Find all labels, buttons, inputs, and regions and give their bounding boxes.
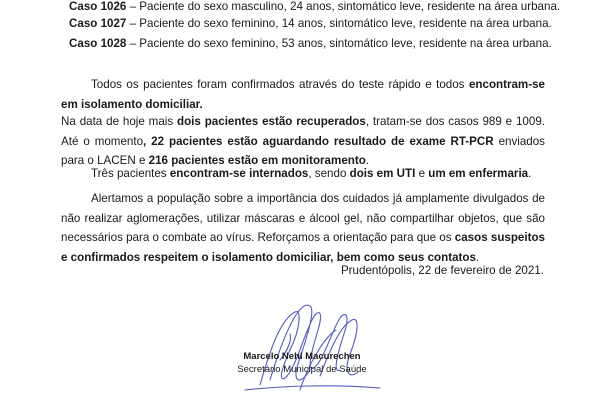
paragraph-text: enviados para o LACEN e: [61, 134, 545, 167]
case-line-1027: [69, 17, 552, 31]
case-label: Caso 1027: [69, 17, 127, 30]
case-label: Caso 1026: [69, 0, 127, 13]
case-line-1026: [69, 0, 560, 14]
paragraph-alert: [61, 189, 545, 267]
signature-scribble-icon: [240, 290, 390, 400]
paragraph-text: e: [415, 167, 429, 180]
place-date: Prudentópolis, 22 de fevereiro de 2021.: [340, 264, 544, 277]
paragraph-emphasis: 216 pacientes estão em monitoramento: [148, 154, 366, 167]
paragraph-text: , tratam-se dos casos 989 e 1009. Até o momento: [61, 115, 545, 148]
paragraph-text: Todos os pacientes foram confirmados através do teste rápido e todos: [91, 78, 469, 91]
paragraph-emphasis: encontram-se internados: [169, 167, 309, 180]
paragraph-recovered: [61, 112, 545, 171]
paragraph-text: .: [528, 167, 532, 180]
case-description: – Paciente do sexo feminino, 14 anos, sintomático leve, residente na área urbana.: [126, 17, 552, 30]
paragraph-emphasis: dois em UTI: [349, 167, 416, 180]
paragraph-emphasis: encontram-se em isolamento domiciliar.: [61, 78, 545, 111]
case-line-1028: [69, 37, 552, 51]
paragraph-text: Na data de hoje mais: [61, 115, 178, 128]
paragraph-text: , sendo: [308, 167, 350, 180]
paragraph-text: Três pacientes: [91, 167, 170, 180]
paragraph-hospitalized: [61, 164, 545, 184]
case-description: – Paciente do sexo feminino, 53 anos, sintomático leve, residente na área urbana.: [126, 37, 552, 50]
signer-title: Secretário Municipal de Saúde: [237, 364, 367, 375]
paragraph-confirmation: [61, 75, 545, 114]
paragraph-text: Alertamos a população sobre a importância dos cuidados já amplamente divulgados de não realizar aglomerações, utilizar máscaras e álcool gel, não compartilhar objetos, que são necessários para o combate ao vírus. Reforçamos a orientação para que os: [61, 192, 545, 244]
paragraph-emphasis: um em enfermaria: [428, 167, 529, 180]
paragraph-text: .: [365, 154, 370, 167]
case-description: – Paciente do sexo masculino, 24 anos, sintomático leve, residente na área urbana.: [126, 0, 561, 13]
paragraph-emphasis: casos suspeitos e confirmados respeitem o isolamento domiciliar, bem como seus contatos: [61, 231, 545, 264]
signer-name: Marcelo Nehl Macurechen: [243, 351, 361, 362]
paragraph-emphasis: dois pacientes estão recuperados: [177, 115, 366, 128]
case-label: Caso 1028: [69, 37, 127, 50]
paragraph-text: .: [475, 250, 480, 264]
paragraph-emphasis: , 22 pacientes estão aguardando resultado de exame RT-PCR: [143, 134, 494, 148]
